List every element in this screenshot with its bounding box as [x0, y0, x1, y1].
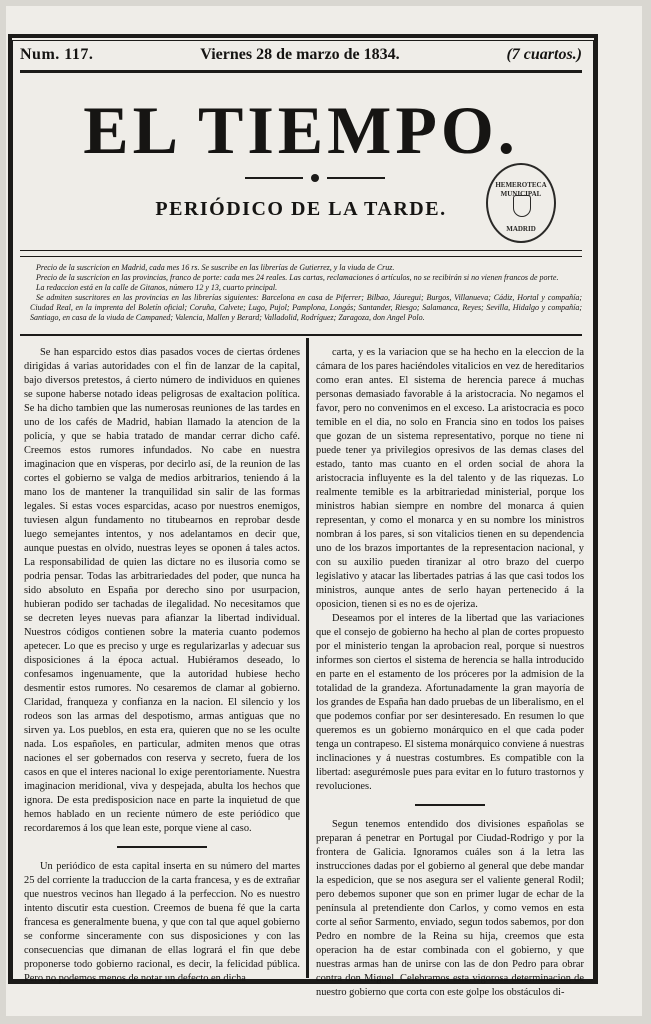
issue-date: Viernes 28 de marzo de 1834.: [200, 46, 400, 63]
notice-rule-top: [20, 250, 582, 251]
subscription-notice: [30, 263, 582, 323]
article-divider: [117, 846, 207, 848]
article-divider: [415, 804, 485, 806]
notice-rule-top-2: [20, 256, 582, 257]
header-rule: [20, 70, 582, 73]
header-line: [20, 45, 582, 65]
article-paragraph: Se han esparcido estos dias pasados voces de ciertas órdenes dirigidas á varias autoridades con el fin de lanzar de la capital, bajo diversos pretestos, á cierto número de individuos en quienes se supone haberse notado ideas peligrosas de exaltacion política. Se ha dicho tambien que las numerosas reuniones de las tardes en uno de los cafés de Madrid, habian llamado la atencion de la policía, y que se habia tratado de mandar cerrar dicho café. Creemos estos rumores infundados. No cabe en nuestra imaginacion que en vísperas, por decirlo así, de la reunion de las cortes el gobierno se valga de medios arbitrarios, teniendo á la mano los de mantener la tranquilidad sin salir de las formas legales. Si estas voces esparcidas, acaso por nuestros enemigos, tuviesen algun fundamento no titubearnos en reprobar desde luego semejantes intentos, y nos adelantamos en decir que, aunque puestas en olvido, nuestras leyes se oponen á tales actos. La responsabilidad de quien las dictare no es ilusoria como se podria pensar. Todas las arbitrariedades del poder, que nunca ha sido absoluto en España por derecho sino por usurpacion, hubieran podido ser tachadas de ilegalidad. No necesitamos que se decreten leyes nuevas para afianzar la libertad individual. Nuestros códigos contienen sobre la materia cuanto podemos apetecer. Lo que es preciso y urge es regularizarlas y adecuar sus disposiciones á la época actual. Hubiéramos deseado, lo confesamos ingenuamente, que la autoridad hubiese hecho desmentir estos rumores. No cesaremos de clamar al gobierno. Claridad, franqueza y confianza en la nacion. El silencio y los rodeos son las armas del despotismo, armas antiguas que no sirven ya. Los pueblos, en esta era, quieren que no se les oculte nada. Los españoles, en particular, admiten menos que otras naciones el ser gobernados con reserva y secreto, fuera de los casos en que el interes nacional lo exige perentoriamente. Nuestra imaginacion meridional, viva y despejada, abulta los hechos que ignora. De esta predisposicion nace en parte la inquietud de que hemos hablado en un reciente número de este periódico que recordaremos á los que lean este, porque viene al caso.: [24, 347, 300, 834]
notice-line: Precio de la suscricion en las provincias, franco de porte: cada mes 24 reales. Las cartas, reclamaciones ó artículos, no se recibirán si no vienen francos de porte.: [36, 273, 559, 282]
masthead-subtitle: PERIÓDICO DE LA TARDE.: [155, 198, 447, 220]
stamp-top-text: HEMEROTECA MUNICIPAL: [495, 181, 547, 198]
issue-price: (7 cuartos.): [506, 46, 582, 63]
notice-rule-bottom: [20, 334, 582, 336]
article-column-right: [316, 346, 584, 998]
article-paragraph: Deseamos por el interes de la libertad que las variaciones que el consejo de gobierno ha hecho al plan de cortes propuesto por el ministerio tengan la aprobacion real, porque si nuestros informes son ciertos el sistema de herencia se halla introducido en parte en el estamento de los próceres por la admision de la totalidad de la grandeza. Afortunadamente la gran mayoría de los grandes de España han dado pruebas de un liberalismo, en el que podemos confiar por ser desinteresado. En resumen lo que queremos es un gobierno monárquico en el que cada poder tenga un contrapeso. El sistema monárquico conviene á nuestras inclinaciones y á nuestras costumbres. Es compatible con la libertad: asegurémosle pues para evitar en lo futuro trastornos y revoluciones.: [316, 613, 584, 792]
column-rule: [306, 338, 309, 978]
notice-line: Se admiten suscritores en las provincias en las librerías siguientes: Barcelona en casa de Piferrer; Bilbao, Jáuregui; Burgos, Villanueva; Cádiz, Hortal y compañía; Ciudad Real, en la imprenta del Boletín oficial; Coruña, Calvete; Lugo, Pujol; Pamplona, Longás; Santander, Riesgo; Salamanca, Reyes; Sevilla, Hidalgo y compañía; Santiago, en casa de la viuda de Campaned; Valencia, Mallen y Berard; Valladolid, Rodríguez; Zaragoza, don Angel Polo.: [30, 293, 582, 322]
title-ornament: [245, 174, 385, 182]
notice-line: La redaccion está en la calle de Gitanos, número 12 y 13, cuarto principal.: [36, 283, 278, 292]
notice-line: Precio de la suscricion en Madrid, cada mes 16 rs. Se suscribe en las librerías de Gutierrez, y la viuda de Cruz.: [36, 263, 395, 272]
coat-of-arms-icon: [513, 195, 531, 217]
library-stamp: [486, 163, 556, 243]
issue-number: Num. 117.: [20, 46, 94, 63]
article-paragraph: Segun tenemos entendido dos divisiones españolas se preparan á penetrar en Portugal por Ciudad-Rodrigo y por la frontera de Galicia. Ignoramos cuáles son á la letra las instrucciones dadas por el gobierno al general que debe mandar la espedicion, que se nos asegura ser el valiente general Rodil; pero debemos suponer que son en primer lugar de echar de la península al pretendiente don Carlos, y como vemos en esta corte al señor Sarmento, enviado, segun todos sabemos, por don Pedro en nombre de la Reina su hija, creemos que esta operacion ha de estar combinada con el gobierno, y que nuestras armas han de unirse con las de don Pedro para obrar contra don Miguel. Celebramos esta vigorosa determinacion de nuestro gobierno que corta con este golpe los obstáculos di-: [316, 819, 584, 998]
stamp-bottom-text: MADRID: [506, 225, 536, 233]
article-column-left: [24, 346, 300, 984]
article-paragraph: Un periódico de esta capital inserta en su número del martes 25 del corriente la traduccion de la carta francesa, y es de extrañar que nuestros vecinos han llegado á la perfeccion. No es nuestro intento discutir esta cuestion. Creemos de buena fé que la carta francesa es generalmente buena, y que con tal que aquel gobierno se conforme sinceramente con sus disposiciones y con las consecuencias que dimanan de ellas logrará el fin que debe proponerse todo gobierno racional, es decir, la felicidad pública. Pero no podemos menos de notar un defecto en dicha: [24, 861, 300, 984]
article-paragraph: carta, y es la variacion que se ha hecho en la eleccion de la cámara de los pares haciéndoles vitalicios en vez de hereditarios como eran antes. El sistema de herencia parece á muchas personas demasiado favorable á la aristocracia. No negamos el favor, pero no convenimos en el exceso. La aristocracia es poco temible en el dia, no solo en Francia sino en todos los paises que gozan de un sistema representativo, porque no tiene ni puede tener ya privilegios opresivos de las demas clases del estado, tanto mas cuanto en el orden social de ahora la aristocracia influyente es la del talento y de las riquezas. Lo realmente temible es la arbitrariedad ministerial, porque los ministros habian siempre en nombre del monarca á quien representan, y como el monarca y en su nombre los ministros nombran á los pares, si son vitalicios tienen en su dependencia uno de los brazos importantes de la representacion nacional, y con su auxilio pueden tiranizar al otro brazo del cuerpo legislativo y atacar las libertades patrias á las que casi todos los ministros, aunque antes de serlo hayan pertenecido á la oposicion, tienen si es no es de ojeriza.: [316, 347, 584, 610]
masthead-title: EL TIEMPO.: [83, 92, 519, 168]
